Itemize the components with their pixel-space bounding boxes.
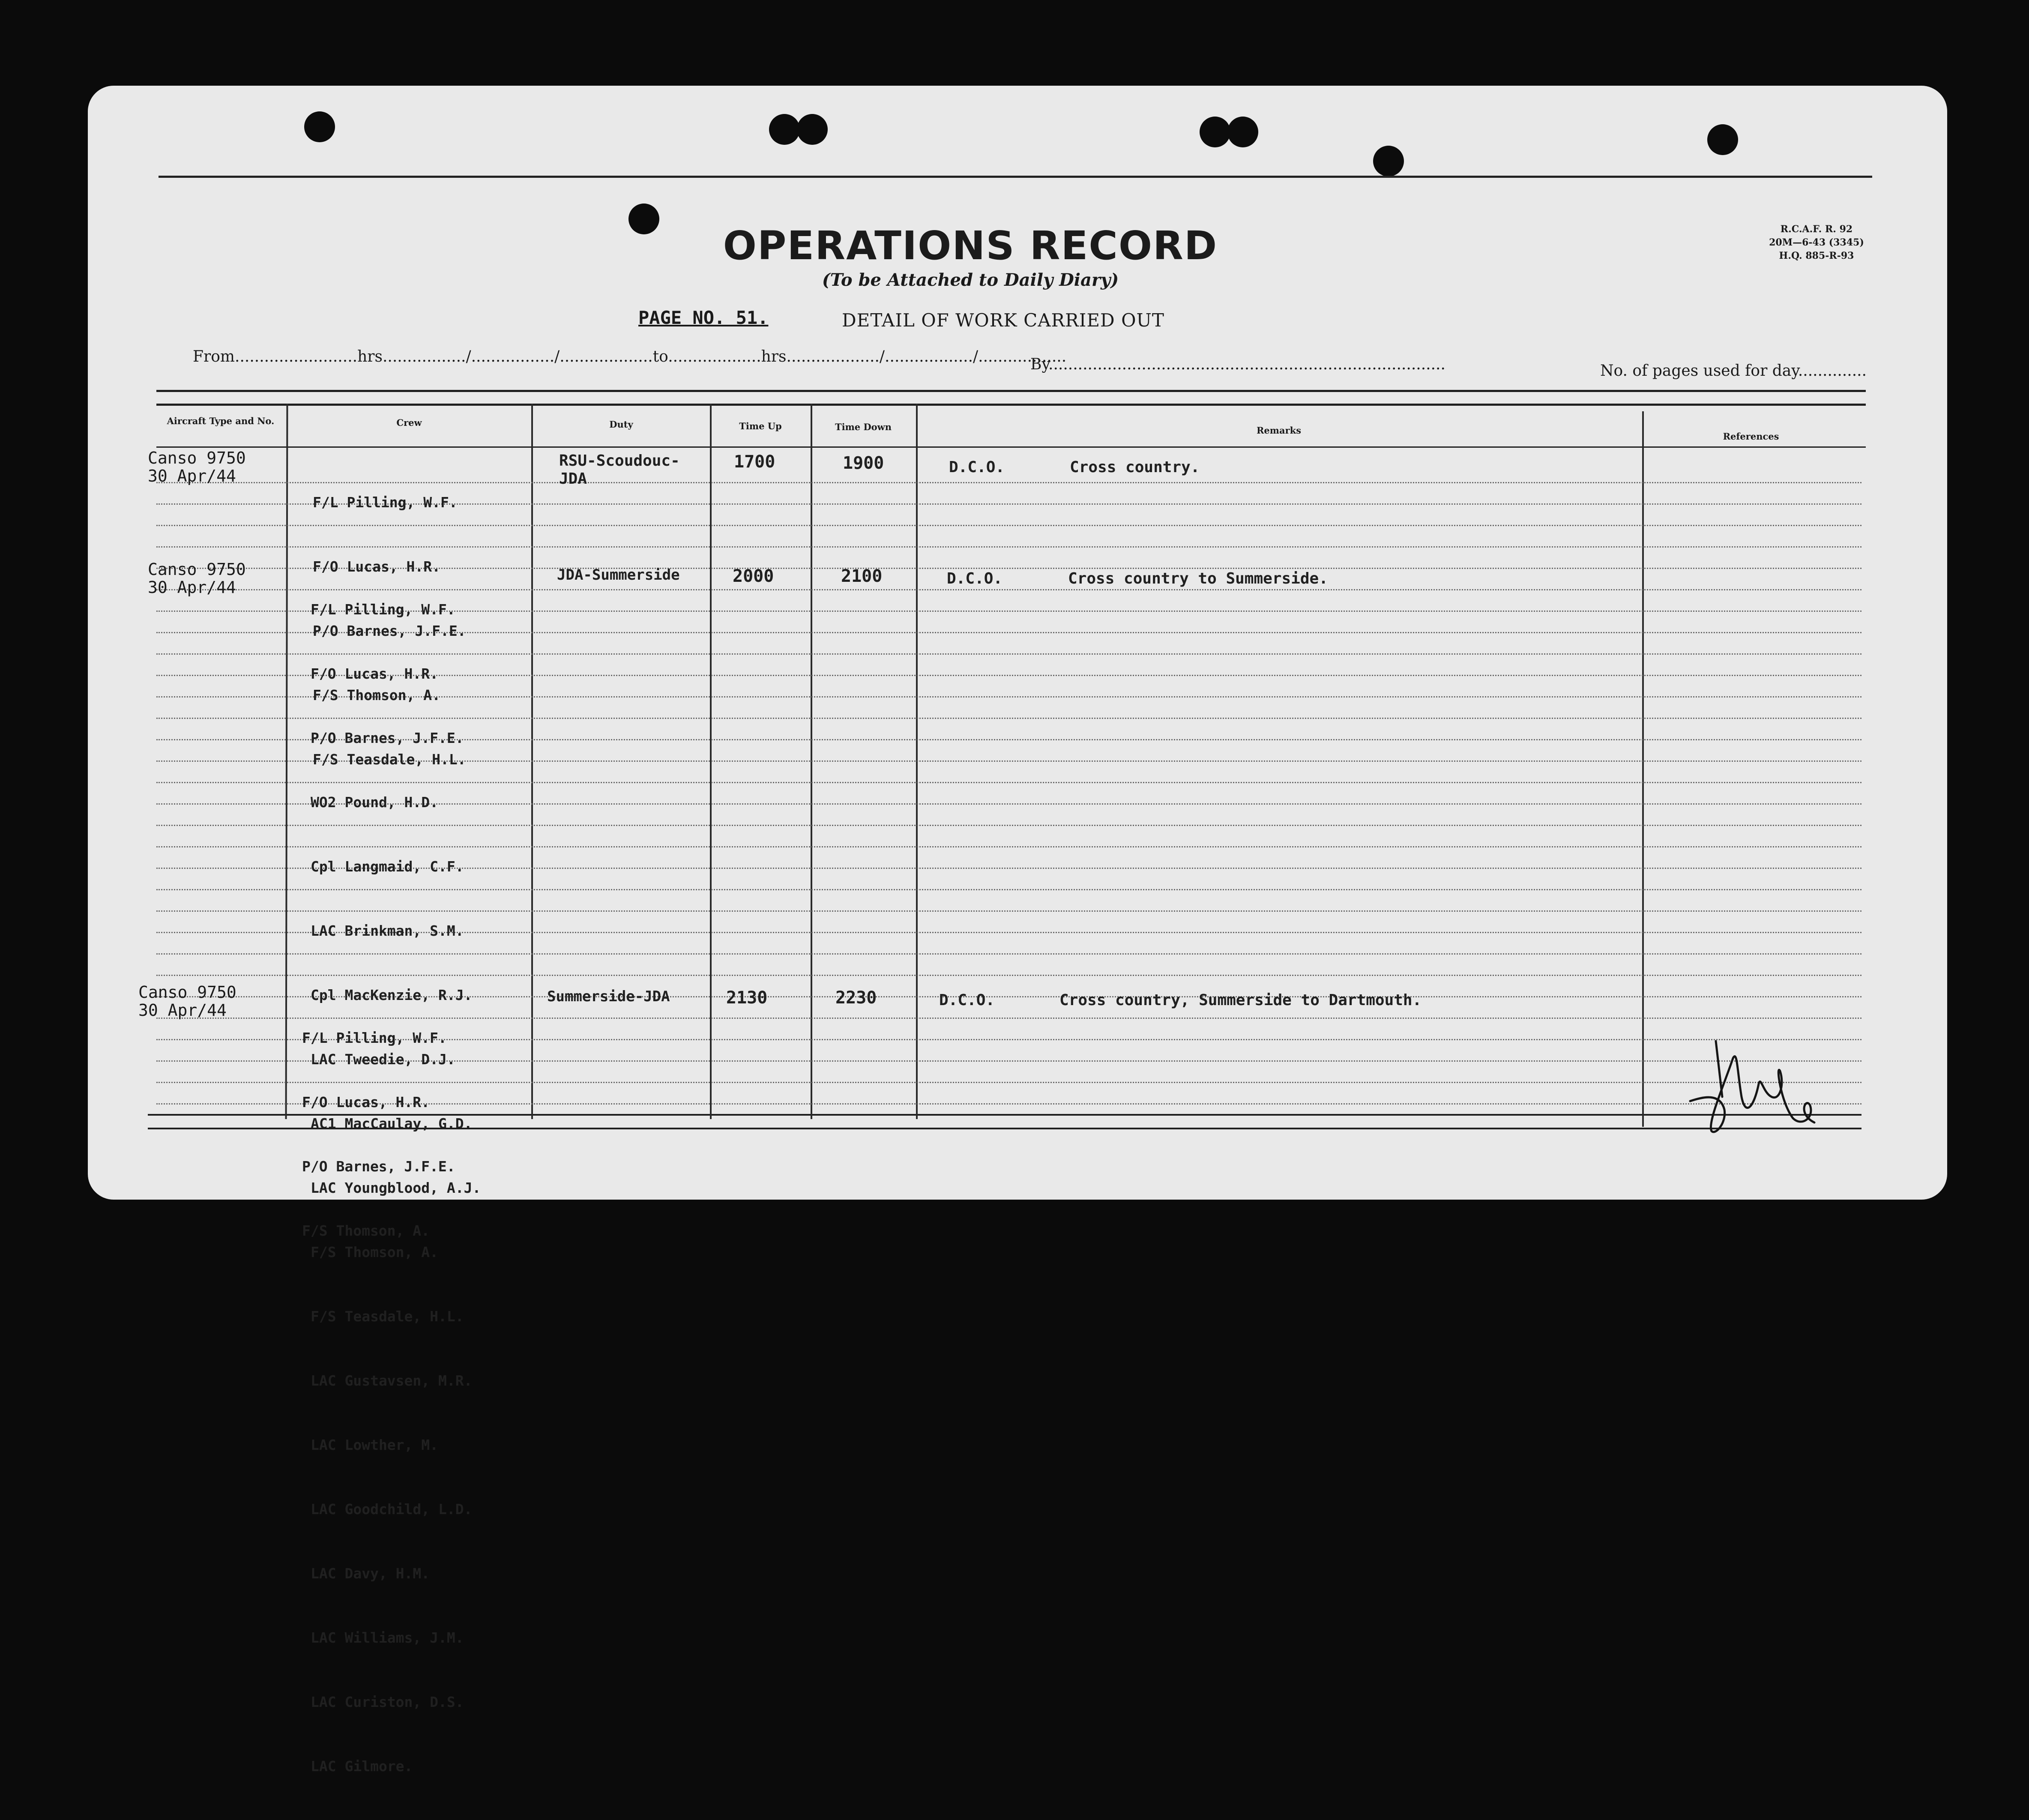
duty: [559, 452, 680, 488]
crew-member: F/O Lucas, H.R.: [302, 1094, 430, 1111]
table-top-rule: [156, 390, 1866, 392]
top-rule: [159, 176, 1872, 178]
entry-date: 30 Apr/44: [148, 467, 236, 485]
crew-member: P/O Barnes, J.F.E.: [302, 1158, 455, 1175]
crew-member: LAC Brinkman, S.M.: [311, 922, 464, 939]
crew-member: P/O Barnes, J.F.E.: [311, 730, 464, 746]
column-header-crew: Crew: [396, 417, 422, 428]
time-down: 1900: [843, 453, 884, 473]
crew-member: LAC Goodchild, L.D.: [311, 1501, 473, 1518]
remarks: Cross country.: [1070, 458, 1200, 476]
remarks: Cross country, Summerside to Dartmouth.: [1059, 991, 1422, 1009]
form-reference-line: H.Q. 885-R-93: [1779, 250, 1854, 261]
crew-member: F/S Thomson, A.: [313, 687, 441, 703]
crew-member: P/O Barnes, J.F.E.: [313, 623, 466, 639]
time-down: 2100: [841, 566, 883, 586]
crew-member: F/L Pilling, W.F.: [311, 601, 455, 618]
time-up: 1700: [734, 452, 775, 472]
punch-hole: [304, 111, 335, 142]
punch-hole: [1373, 146, 1404, 177]
crew-member: LAC Gilmore.: [311, 1758, 413, 1775]
crew-member: WO2 Pound, H.D.: [311, 794, 439, 811]
crew-list: [302, 985, 455, 1284]
column-header-time-up: Time Up: [739, 421, 782, 431]
remarks-code: D.C.O.: [949, 458, 1005, 476]
crew-member: LAC Tweedie, D.J.: [311, 1051, 455, 1068]
page-title: OPERATIONS RECORD: [723, 223, 1218, 269]
by-line: By.................................................................................: [1030, 356, 1445, 373]
punch-hole: [797, 114, 828, 145]
crew-member: F/O Lucas, H.R.: [313, 558, 441, 575]
crew-member: F/O Lucas, H.R.: [311, 665, 439, 682]
punch-hole: [769, 114, 800, 145]
column-header-duty: Duty: [609, 419, 633, 430]
aircraft-type: Canso 9750: [148, 449, 246, 467]
header-bottom-rule: [156, 446, 1866, 448]
form-reference-line: R.C.A.F. R. 92: [1780, 224, 1853, 235]
punch-hole: [1227, 117, 1258, 147]
duty-line: JDA: [559, 470, 587, 488]
crew-member: LAC Gustavsen, M.R.: [311, 1372, 473, 1389]
page-subtitle: (To be Attached to Daily Diary): [822, 270, 1119, 290]
time-up: 2000: [733, 566, 774, 586]
crew-member: Cpl MacKenzie, R.J.: [311, 987, 473, 1003]
crew-member: Cpl Langmaid, C.F.: [311, 858, 464, 875]
column-header-aircraft: Aircraft Type and No.: [167, 416, 275, 426]
handwritten-initials: [1673, 1033, 1827, 1144]
remarks-code: D.C.O.: [947, 570, 1003, 587]
column-divider: [1642, 411, 1644, 1127]
crew-member: F/S Thomson, A.: [311, 1244, 439, 1260]
aircraft-type: Canso 9750: [148, 560, 246, 579]
crew-member: F/S Teasdale, H.L.: [313, 751, 466, 768]
form-reference: [1763, 223, 1870, 263]
column-header-time-down: Time Down: [835, 422, 892, 432]
crew-member: LAC Davy, H.M.: [311, 1565, 430, 1582]
detail-heading: DETAIL OF WORK CARRIED OUT: [842, 310, 1164, 331]
time-up: 2130: [726, 988, 768, 1008]
form-reference-line: 20M—6-43 (3345): [1769, 237, 1864, 248]
duty: [557, 566, 680, 584]
duty: [547, 988, 670, 1005]
crew-member: F/S Teasdale, H.L.: [311, 1308, 464, 1325]
page-number: PAGE NO. 51.: [638, 307, 769, 328]
crew-member: F/L Pilling, W.F.: [313, 494, 458, 511]
crew-member: AC1 MacCaulay, G.D.: [311, 1115, 473, 1132]
remarks: Cross country to Summerside.: [1068, 570, 1328, 587]
crew-member: LAC Curiston, D.S.: [311, 1694, 464, 1710]
crew-member: LAC Williams, J.M.: [311, 1629, 464, 1646]
time-down: 2230: [835, 988, 877, 1008]
crew-member: LAC Youngblood, A.J.: [311, 1179, 481, 1196]
column-header-remarks: Remarks: [1256, 425, 1302, 436]
aircraft-type: Canso 9750: [138, 983, 236, 1002]
crew-member: F/S Thomson, A.: [302, 1222, 430, 1239]
punch-hole: [1707, 124, 1738, 155]
crew-member: LAC Lowther, M.: [311, 1437, 439, 1453]
crew-member: F/L Pilling, W.F.: [302, 1030, 447, 1046]
from-line: From.........................hrs................./................./...................to...................hrs.................../................../..................: [193, 348, 1067, 365]
pages-used-line: No. of pages used for day..............: [1600, 362, 1867, 380]
operations-record-sheet: [88, 86, 1947, 1775]
column-header-references: References: [1723, 431, 1779, 442]
entry-date: 30 Apr/44: [148, 578, 236, 597]
punch-hole: [1200, 117, 1230, 147]
table-top-rule: [156, 404, 1866, 406]
entry-date: 30 Apr/44: [138, 1001, 227, 1020]
remarks-code: D.C.O.: [939, 991, 995, 1009]
duty-line: Summerside-JDA: [547, 988, 670, 1005]
duty-line: JDA-Summerside: [557, 566, 680, 584]
duty-line: RSU-Scoudouc-: [559, 452, 680, 470]
